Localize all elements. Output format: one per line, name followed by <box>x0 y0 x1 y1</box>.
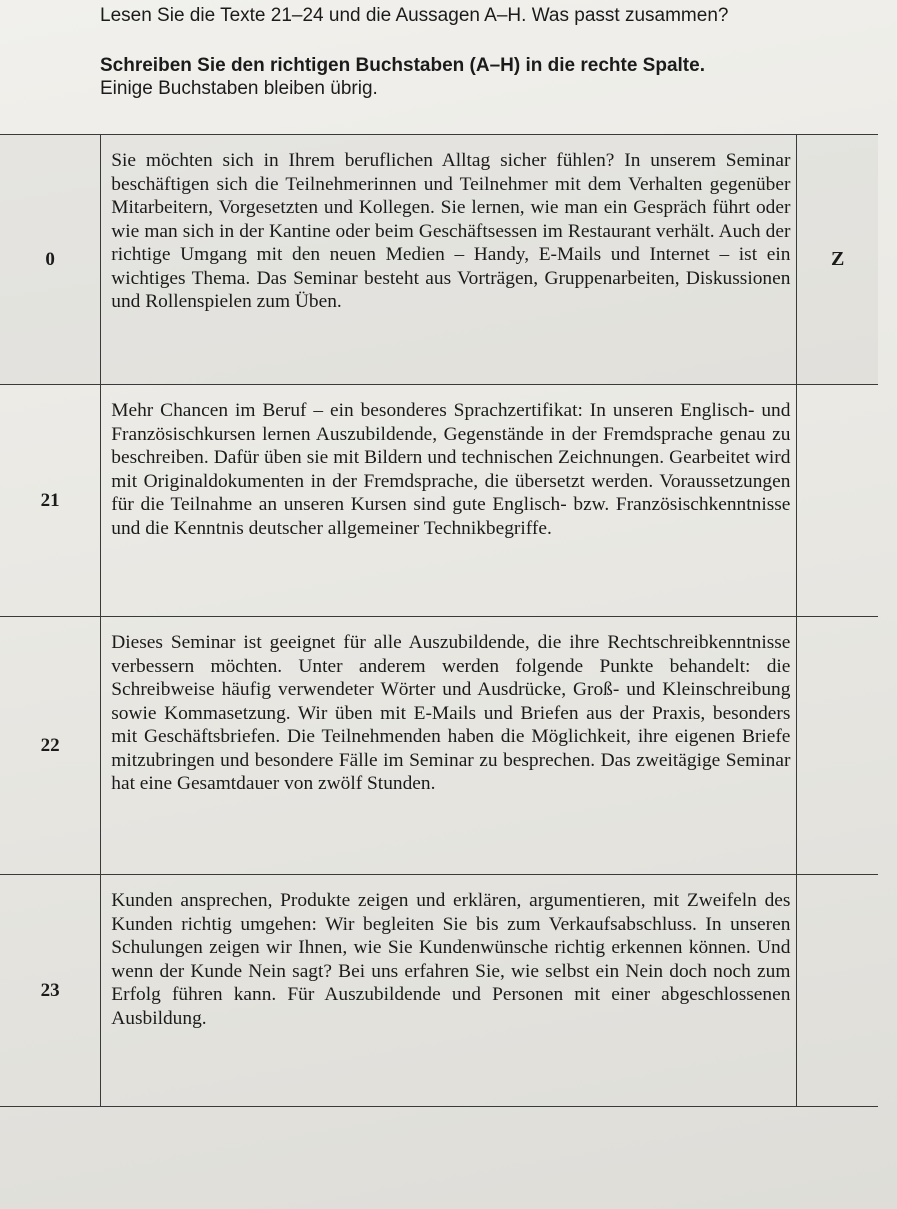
row-number: 0 <box>0 135 101 385</box>
table-row <box>0 617 878 875</box>
answer-cell[interactable] <box>797 385 878 617</box>
row-text: Mehr Chancen im Beruf – ein besonderes Sprachzertifikat: In unseren Englisch- und Französischkursen lernen Auszubildende, Gegenstände in der Fremdsprache genau zu beschreiben. Dafür üben sie mit Bildern und technischen Zeichnungen. Gearbeitet wird mit Originaldokumenten in der Fremdsprache, die übersetzt werden. Voraussetzungen für die Teilnahme an unseren Kursen sind gute Englisch- bzw. Französischkenntnisse und die Kenntnis deutscher allgemeiner Technikbegriffe. <box>101 385 797 617</box>
table-row-example <box>0 135 878 385</box>
instructions <box>100 4 890 100</box>
table-row <box>0 385 878 617</box>
table-row <box>0 875 878 1107</box>
answer-cell: Z <box>797 135 878 385</box>
row-number: 22 <box>0 617 101 875</box>
row-text: Kunden ansprechen, Produkte zeigen und erklären, argumentieren, mit Zweifeln des Kunden richtig umgehen: Wir begleiten Sie bis zum Verkaufsabschluss. In unseren Schulungen zeigen wir Ihnen, wie Sie Kundenwünsche richtig erkennen können. Und wenn der Kunde Nein sagt? Bei uns erfahren Sie, wie selbst ein Nein doch noch zum Erfolg führen kann. Für Auszubildende und Personen mit einer abgeschlossenen Ausbildung. <box>101 875 797 1107</box>
tasks-table <box>0 134 878 1107</box>
row-text: Dieses Seminar ist geeignet für alle Auszubildende, die ihre Rechtschreibkenntnisse verbessern möchten. Unter anderem werden folgende Punkte behandelt: die Schreibweise häufig verwendeter Wörter und Ausdrücke, Groß- und Kleinschreibung sowie Kommasetzung. Wir üben mit E-Mails und Briefen aus der Praxis, besonders mit Geschäftsbriefen. Die Teilnehmenden haben die Möglichkeit, ihre eigenen Briefe mitzubringen und besondere Fälle im Seminar zu besprechen. Das zweitägige Seminar hat eine Gesamtdauer von zwölf Stunden. <box>101 617 797 875</box>
task-question: Lesen Sie die Texte 21–24 und die Aussagen A–H. Was passt zusammen? <box>100 5 729 26</box>
task-note: Einige Buchstaben bleiben übrig. <box>100 78 378 99</box>
row-text: Sie möchten sich in Ihrem beruflichen Alltag sicher fühlen? In unserem Seminar beschäftigen sich die Teilnehmerinnen und Teilnehmer mit dem Verhalten gegenüber Mitarbeitern, Vorgesetzten und Kollegen. Sie lernen, wie man ein Gespräch führt oder wie man sich in der Kantine oder beim Geschäftsessen im Restaurant verhält. Auch der richtige Umgang mit den neuen Medien – Handy, E-Mails und Internet – ist ein wichtiges Thema. Das Seminar besteht aus Vorträgen, Gruppenarbeiten, Diskussionen und Rollenspielen zum Üben. <box>101 135 797 385</box>
task-instruction: Schreiben Sie den richtigen Buchstaben (A–H) in die rechte Spalte. <box>100 55 705 76</box>
answer-cell[interactable] <box>797 617 878 875</box>
row-number: 21 <box>0 385 101 617</box>
answer-cell[interactable] <box>797 875 878 1107</box>
row-number: 23 <box>0 875 101 1107</box>
